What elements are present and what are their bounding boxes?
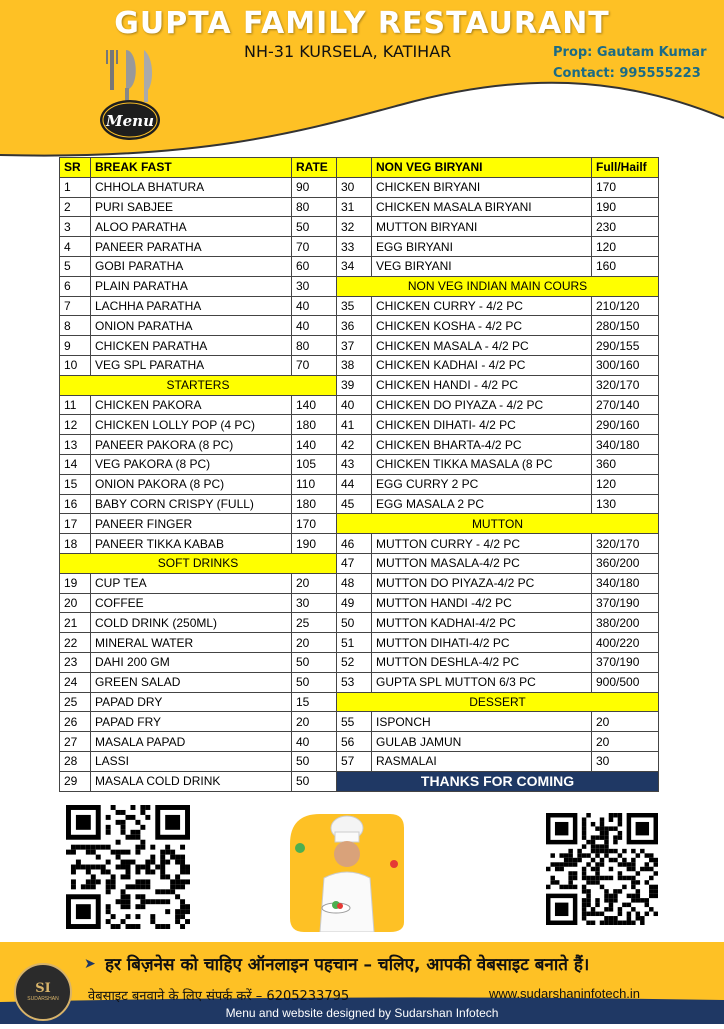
item-name: CHICKEN PAKORA [91,395,292,415]
item-name: LACHHA PARATHA [91,296,292,316]
item-name: PURI SABJEE [91,197,292,217]
item-rate: 50 [292,652,337,672]
item-sr: 17 [60,514,91,534]
item-sr: 34 [337,256,372,276]
item-sr: 26 [60,712,91,732]
item-sr: 37 [337,336,372,356]
item-name: COFFEE [91,593,292,613]
item-sr: 3 [60,217,91,237]
item-name: VEG PAKORA (8 PC) [91,454,292,474]
section-header: MUTTON [337,514,659,534]
table-row [60,474,659,494]
table-row [60,732,659,752]
table-row [60,494,659,514]
item-name: PANEER FINGER [91,514,292,534]
table-row [60,712,659,732]
item-rate: 320/170 [592,375,659,395]
item-name: CHICKEN PARATHA [91,336,292,356]
table-row [60,375,659,395]
section-header: DESSERT [337,692,659,712]
item-rate: 120 [592,237,659,257]
item-name: ALOO PARATHA [91,217,292,237]
menu-table [59,157,659,792]
table-row [60,613,659,633]
item-sr: 41 [337,415,372,435]
item-sr: 45 [337,494,372,514]
website-link[interactable]: www.sudarshaninfotech.in [489,986,641,1001]
item-rate: 300/160 [592,355,659,375]
item-rate: 170 [592,177,659,197]
item-name: MUTTON BIRYANI [372,217,592,237]
restaurant-title: GUPTA FAMILY RESTAURANT [114,6,610,41]
item-rate: 50 [292,771,337,791]
table-row [60,514,659,534]
item-sr: 39 [337,375,372,395]
item-rate: 210/120 [592,296,659,316]
item-sr: 23 [60,652,91,672]
item-rate: 290/155 [592,336,659,356]
hindi-contact: वेबसाइट बनवाने के लिए संपर्क करें – 6205233795 [88,989,350,1004]
qr-code-right [546,813,658,925]
proprietor-name: Prop: Gautam Kumar [553,45,707,60]
item-sr: 46 [337,534,372,554]
item-name: PAPAD FRY [91,712,292,732]
qr-code-left [66,805,190,929]
table-row [60,771,659,791]
item-sr: 42 [337,435,372,455]
menu-table-body [60,158,659,792]
item-name: CHICKEN DIHATI- 4/2 PC [372,415,592,435]
item-rate: 40 [292,296,337,316]
item-name: EGG MASALA 2 PC [372,494,592,514]
item-rate: 40 [292,732,337,752]
item-rate: 340/180 [592,435,659,455]
item-name: CHICKEN MASALA - 4/2 PC [372,336,592,356]
item-rate: 190 [292,534,337,554]
table-row [60,751,659,771]
item-rate: 320/170 [592,534,659,554]
item-rate: 80 [292,197,337,217]
item-rate: 30 [292,276,337,296]
price-header: Full/Hailf [592,158,659,178]
item-sr: 8 [60,316,91,336]
item-sr: 20 [60,593,91,613]
item-sr: 40 [337,395,372,415]
item-rate: 280/150 [592,316,659,336]
item-rate: 400/220 [592,633,659,653]
item-name: MUTTON DESHLA-4/2 PC [372,652,592,672]
item-sr: 29 [60,771,91,791]
item-name: PAPAD DRY [91,692,292,712]
item-sr: 7 [60,296,91,316]
item-sr: 38 [337,355,372,375]
item-sr: 5 [60,256,91,276]
item-sr: 56 [337,732,372,752]
item-rate: 270/140 [592,395,659,415]
table-row [60,296,659,316]
item-rate: 360/200 [592,553,659,573]
item-rate: 370/190 [592,593,659,613]
item-name: LASSI [91,751,292,771]
item-name: ONION PAKORA (8 PC) [91,474,292,494]
item-sr: 13 [60,435,91,455]
table-row [60,534,659,554]
contact-number: Contact: 995555223 [553,66,701,81]
item-sr: 2 [60,197,91,217]
table-row [60,256,659,276]
item-sr: 44 [337,474,372,494]
item-rate: 30 [292,593,337,613]
table-row [60,692,659,712]
table-row [60,217,659,237]
item-name: MUTTON DIHATI-4/2 PC [372,633,592,653]
item-rate: 140 [292,435,337,455]
item-name: PLAIN PARATHA [91,276,292,296]
item-name: MINERAL WATER [91,633,292,653]
item-sr: 51 [337,633,372,653]
item-rate: 15 [292,692,337,712]
item-name: CHICKEN LOLLY POP (4 PC) [91,415,292,435]
menu-cutlery-icon [100,48,164,142]
item-name: CHICKEN MASALA BIRYANI [372,197,592,217]
item-sr: 24 [60,672,91,692]
table-row [60,177,659,197]
table-row [60,435,659,455]
item-rate: 20 [292,633,337,653]
item-rate: 30 [592,751,659,771]
item-sr: 53 [337,672,372,692]
sr-header-blank [337,158,372,178]
item-rate: 120 [592,474,659,494]
item-name: CHICKEN BIRYANI [372,177,592,197]
item-name: EGG CURRY 2 PC [372,474,592,494]
table-row [60,158,659,178]
item-sr: 36 [337,316,372,336]
item-name: GULAB JAMUN [372,732,592,752]
item-sr: 47 [337,553,372,573]
item-sr: 35 [337,296,372,316]
item-sr: 1 [60,177,91,197]
item-rate: 180 [292,415,337,435]
item-name: MASALA COLD DRINK [91,771,292,791]
table-row [60,336,659,356]
item-rate: 105 [292,454,337,474]
item-name: MUTTON CURRY - 4/2 PC [372,534,592,554]
section-header: STARTERS [60,375,337,395]
item-rate: 900/500 [592,672,659,692]
item-rate: 380/200 [592,613,659,633]
table-row [60,652,659,672]
item-sr: 50 [337,613,372,633]
item-name: PANEER PARATHA [91,237,292,257]
table-row [60,197,659,217]
item-sr: 18 [60,534,91,554]
item-rate: 70 [292,237,337,257]
item-name: RASMALAI [372,751,592,771]
owner-info [553,42,707,84]
item-name: BABY CORN CRISPY (FULL) [91,494,292,514]
item-name: COLD DRINK (250ML) [91,613,292,633]
item-sr: 33 [337,237,372,257]
item-name: CHICKEN CURRY - 4/2 PC [372,296,592,316]
item-rate: 360 [592,454,659,474]
designed-by-credit: Menu and website designed by Sudarshan Infotech [225,1006,499,1020]
item-name: VEG BIRYANI [372,256,592,276]
item-sr: 9 [60,336,91,356]
item-rate: 190 [592,197,659,217]
item-sr: 4 [60,237,91,257]
item-name: CHHOLA BHATURA [91,177,292,197]
item-sr: 15 [60,474,91,494]
item-rate: 70 [292,355,337,375]
item-rate: 110 [292,474,337,494]
item-name: GOBI PARATHA [91,256,292,276]
item-sr: 48 [337,573,372,593]
item-sr: 22 [60,633,91,653]
item-sr: 12 [60,415,91,435]
rate-header: RATE [292,158,337,178]
item-sr: 30 [337,177,372,197]
item-sr: 28 [60,751,91,771]
item-rate: 80 [292,336,337,356]
logo-name: SUDARSHAN [27,996,59,1002]
item-name: PANEER PAKORA (8 PC) [91,435,292,455]
item-sr: 43 [337,454,372,474]
item-rate: 50 [292,672,337,692]
sr-header: SR [60,158,91,178]
item-sr: 31 [337,197,372,217]
item-name: MUTTON DO PIYAZA-4/2 PC [372,573,592,593]
section-header: NON VEG INDIAN MAIN COURS [337,276,659,296]
item-name: CUP TEA [91,573,292,593]
table-row [60,355,659,375]
item-name: GREEN SALAD [91,672,292,692]
item-name: PANEER TIKKA KABAB [91,534,292,554]
item-rate: 340/180 [592,573,659,593]
item-name: DAHI 200 GM [91,652,292,672]
table-row [60,633,659,653]
biryani-header: NON VEG BIRYANI [372,158,592,178]
item-rate: 290/160 [592,415,659,435]
breakfast-header: BREAK FAST [91,158,292,178]
item-sr: 21 [60,613,91,633]
item-name: VEG SPL PARATHA [91,355,292,375]
item-name: MASALA PAPAD [91,732,292,752]
item-sr: 27 [60,732,91,752]
table-row [60,454,659,474]
table-row [60,672,659,692]
item-sr: 10 [60,355,91,375]
table-row [60,276,659,296]
item-name: CHICKEN KOSHA - 4/2 PC [372,316,592,336]
table-row [60,573,659,593]
item-rate: 20 [292,712,337,732]
item-sr: 14 [60,454,91,474]
item-name: MUTTON HANDI -4/2 PC [372,593,592,613]
item-rate: 50 [292,217,337,237]
item-name: CHICKEN DO PIYAZA - 4/2 PC [372,395,592,415]
item-sr: 19 [60,573,91,593]
item-sr: 52 [337,652,372,672]
item-rate: 130 [592,494,659,514]
item-name: MUTTON MASALA-4/2 PC [372,553,592,573]
logo-initials: SI [35,981,51,996]
item-rate: 140 [292,395,337,415]
item-sr: 6 [60,276,91,296]
item-rate: 230 [592,217,659,237]
item-rate: 40 [292,316,337,336]
item-rate: 25 [292,613,337,633]
table-row [60,237,659,257]
table-row [60,316,659,336]
item-rate: 20 [592,732,659,752]
item-name: GUPTA SPL MUTTON 6/3 PC [372,672,592,692]
hindi-tagline: हर बिज़नेस को चाहिए ऑनलाइन पहचान – चलिए, आपकी वेबसाइट बनाते हैं। [105,955,590,975]
menu-label: Menu [106,112,154,130]
restaurant-address: NH-31 KURSELA, KATIHAR [244,42,452,61]
item-name: ONION PARATHA [91,316,292,336]
item-rate: 50 [292,751,337,771]
item-name: MUTTON KADHAI-4/2 PC [372,613,592,633]
item-rate: 170 [292,514,337,534]
table-row [60,593,659,613]
item-name: CHICKEN KADHAI - 4/2 PC [372,355,592,375]
item-sr: 57 [337,751,372,771]
item-rate: 160 [592,256,659,276]
item-sr: 25 [60,692,91,712]
chef-illustration [290,804,404,932]
rocket-icon: ➤ [84,955,96,971]
item-name: CHICKEN HANDI - 4/2 PC [372,375,592,395]
table-row [60,553,659,573]
item-name: EGG BIRYANI [372,237,592,257]
thanks-banner: THANKS FOR COMING [337,771,659,791]
item-name: CHICKEN TIKKA MASALA (8 PC [372,454,592,474]
item-name: ISPONCH [372,712,592,732]
item-sr: 32 [337,217,372,237]
item-sr: 11 [60,395,91,415]
table-row [60,415,659,435]
item-sr: 16 [60,494,91,514]
item-rate: 20 [592,712,659,732]
item-name: CHICKEN BHARTA-4/2 PC [372,435,592,455]
item-sr: 55 [337,712,372,732]
table-row [60,395,659,415]
section-header: SOFT DRINKS [60,553,337,573]
item-rate: 20 [292,573,337,593]
item-rate: 180 [292,494,337,514]
item-rate: 90 [292,177,337,197]
item-rate: 370/190 [592,652,659,672]
item-sr: 49 [337,593,372,613]
item-rate: 60 [292,256,337,276]
